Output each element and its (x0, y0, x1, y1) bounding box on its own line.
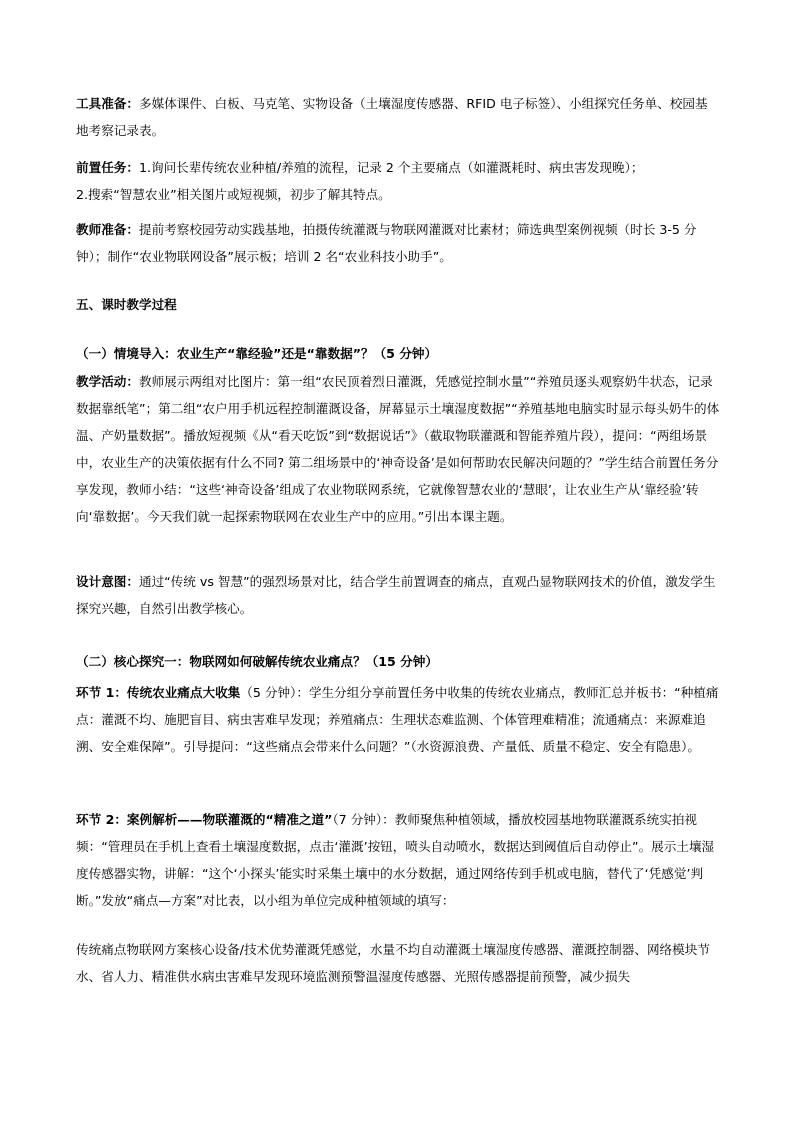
intent-text: 通过“传统 vs 智慧”的强烈场景对比，结合学生前置调查的痛点，直观凸显物联网技术的价值，激发学生探究兴趣，自然引出教学核心。 (76, 574, 716, 616)
part-one-heading: （一）情境导入：农业生产“靠经验”还是“靠数据”？（5 分钟） (76, 346, 438, 361)
activity-text: 教师展示两组对比图片：第一组“农民顶着烈日灌溉，凭感觉控制水量”“养殖员逐头观察奶牛状态，记录数据靠纸笔”；第二组“农户用手机远程控制灌溉设备，屏幕显示土壤湿度数据”“养殖基地电脑实时显示每头奶牛的体温、产奶量数据”。播放短视频《从“看天吃饭”到“数据说话”》（截取物联灌溉和智能养殖片段），提问：“两组场景中，农业生产的决策依据有什么不同? 第二组场景中的‘神奇设备’是如何帮助农民解决问题的？”学生结合前置任务分享发现，教师小结：“这些‘神奇设备’组成了农业物联网系统，它就像智慧农业的‘慧眼’，让农业生产从‘靠经验’转向‘靠数据’。今天我们就一起探索物联网在农业生产中的应用。”引出本课主题。 (76, 374, 720, 524)
tools-label: 工具准备： (76, 96, 139, 111)
step-one-label: 环节 1：传统农业痛点大收集 (76, 685, 241, 700)
teacher-prep-label: 教师准备： (76, 222, 139, 237)
step-two-text: （7 分钟）：教师聚焦种植领域，播放校园基地物联灌溉系统实拍视频：“管理员在手机上查看土壤湿度数据，点击‘灌溉’按钮，喷头自动喷水，数据达到阈值后自动停止”。展示土壤湿度传感器实物，讲解：“这个‘小探头’能实时采集土壤中的水分数据，通过网络传到手机或电脑，替代了‘凭感觉’判断。”发放“痛点—方案”对比表，以小组为单位完成种植领域的填写： (76, 812, 715, 908)
intent-label: 设计意图： (76, 574, 139, 589)
section-five-heading: 五、课时教学过程 (76, 297, 177, 312)
part-two-heading: （二）核心探究一：物联网如何破解传统农业痛点？（15 分钟） (76, 654, 438, 669)
step-two-paragraph (76, 806, 720, 914)
part-one-intent-paragraph (76, 568, 720, 622)
teacher-prep-text: 提前考察校园劳动实践基地，拍摄传统灌溉与物联网灌溉对比素材；筛选典型案例视频（时长 3-5 分钟）；制作“农业物联网设备”展示板；培训 2 名“农业科技小助手”。 (76, 222, 697, 264)
step-one-paragraph (76, 679, 720, 760)
tools-paragraph (76, 90, 720, 144)
step-one-text: （5 分钟）：学生分组分享前置任务中收集的传统农业痛点，教师汇总并板书：“种植痛点：灌溉不均、施肥盲目、病虫害难早发现；养殖痛点：生理状态难监测、个体管理难精准；流通痛点：来源难追溯、安全难保障”。引导提问：“这些痛点会带来什么问题？”（水资源浪费、产量低、质量不稳定、安全有隐患）。 (76, 685, 719, 754)
pain-solution-table-text: 传统痛点物联网方案核心设备/技术优势灌溉凭感觉，水量不均自动灌溉土壤湿度传感器、灌溉控制器、网络模块节水、省人力、精准供水病虫害难早发现环境监测预警温湿度传感器、光照传感器提前预警，减少损失 (76, 942, 710, 984)
pretask-paragraph (76, 154, 720, 208)
step-two-label: 环节 2：案例解析——物联灌溉的“精准之道” (76, 812, 333, 827)
pretask-line-2: 2.搜索“智慧农业”相关图片或短视频，初步了解其特点。 (76, 187, 391, 202)
activity-label: 教学活动： (76, 374, 139, 389)
part-one-activity-paragraph (76, 368, 720, 530)
pretask-line-1: 1.询问长辈传统农业种植/养殖的流程，记录 2 个主要痛点（如灌溉耗时、病虫害发现晚）； (138, 160, 644, 175)
pretask-label: 前置任务： (76, 160, 139, 175)
teacher-prep-paragraph (76, 216, 720, 270)
tools-text: 多媒体课件、白板、马克笔、实物设备（土壤湿度传感器、RFID 电子标签）、小组探究任务单、校园基地考察记录表。 (76, 96, 708, 138)
